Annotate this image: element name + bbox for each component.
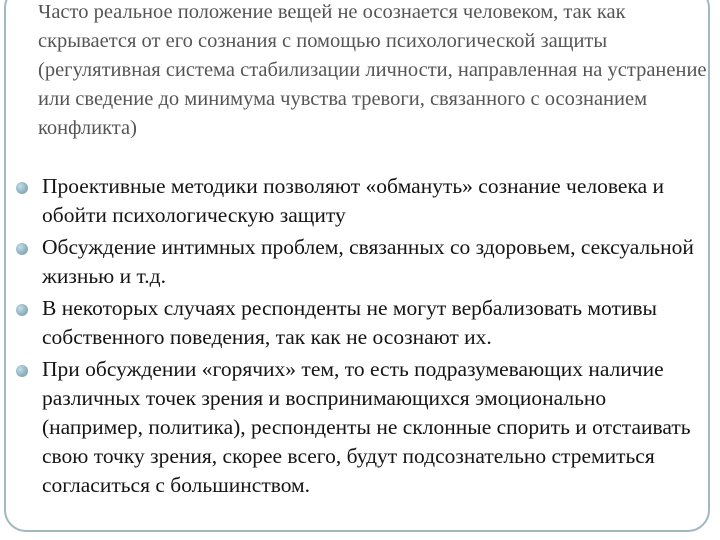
bullet-dot-icon [16,243,28,255]
intro-paragraph: Часто реальное положение вещей не осознается человеком, так как скрывается от его сознания с помощью психологической защиты (регулятивная система стабилизации личности, направленная на устранение или сведение до минимума чувства тревоги, связанного с осознанием конфликта) [38,1,707,139]
bullet-text: При обсуждении «горячих» тем, то есть подразумевающих наличие различных точек зрения и воспринимающихся эмоционально (например, политика), респонденты не склонные спорить и отстаивать свою точку зрения, скорее всего, будут подсознательно стремиться согласиться с большинством. [42,357,691,497]
bullet-item [0,172,720,230]
bullet-item [0,233,720,291]
bullet-list [0,172,720,503]
bullet-dot-icon [16,365,28,377]
bullet-text: В некоторых случаях респонденты не могут вербализовать мотивы собственного поведения, так как не осознают их. [42,296,657,349]
bullet-item [0,294,720,352]
bullet-text: Обсуждение интимных проблем, связанных со здоровьем, сексуальной жизнью и т.д. [42,235,694,288]
bullet-item [0,355,720,500]
bullet-dot-icon [16,304,28,316]
bullet-text: Проективные методики позволяют «обмануть» сознание человека и обойти психологическую защиту [42,174,664,227]
bullet-dot-icon [16,182,28,194]
